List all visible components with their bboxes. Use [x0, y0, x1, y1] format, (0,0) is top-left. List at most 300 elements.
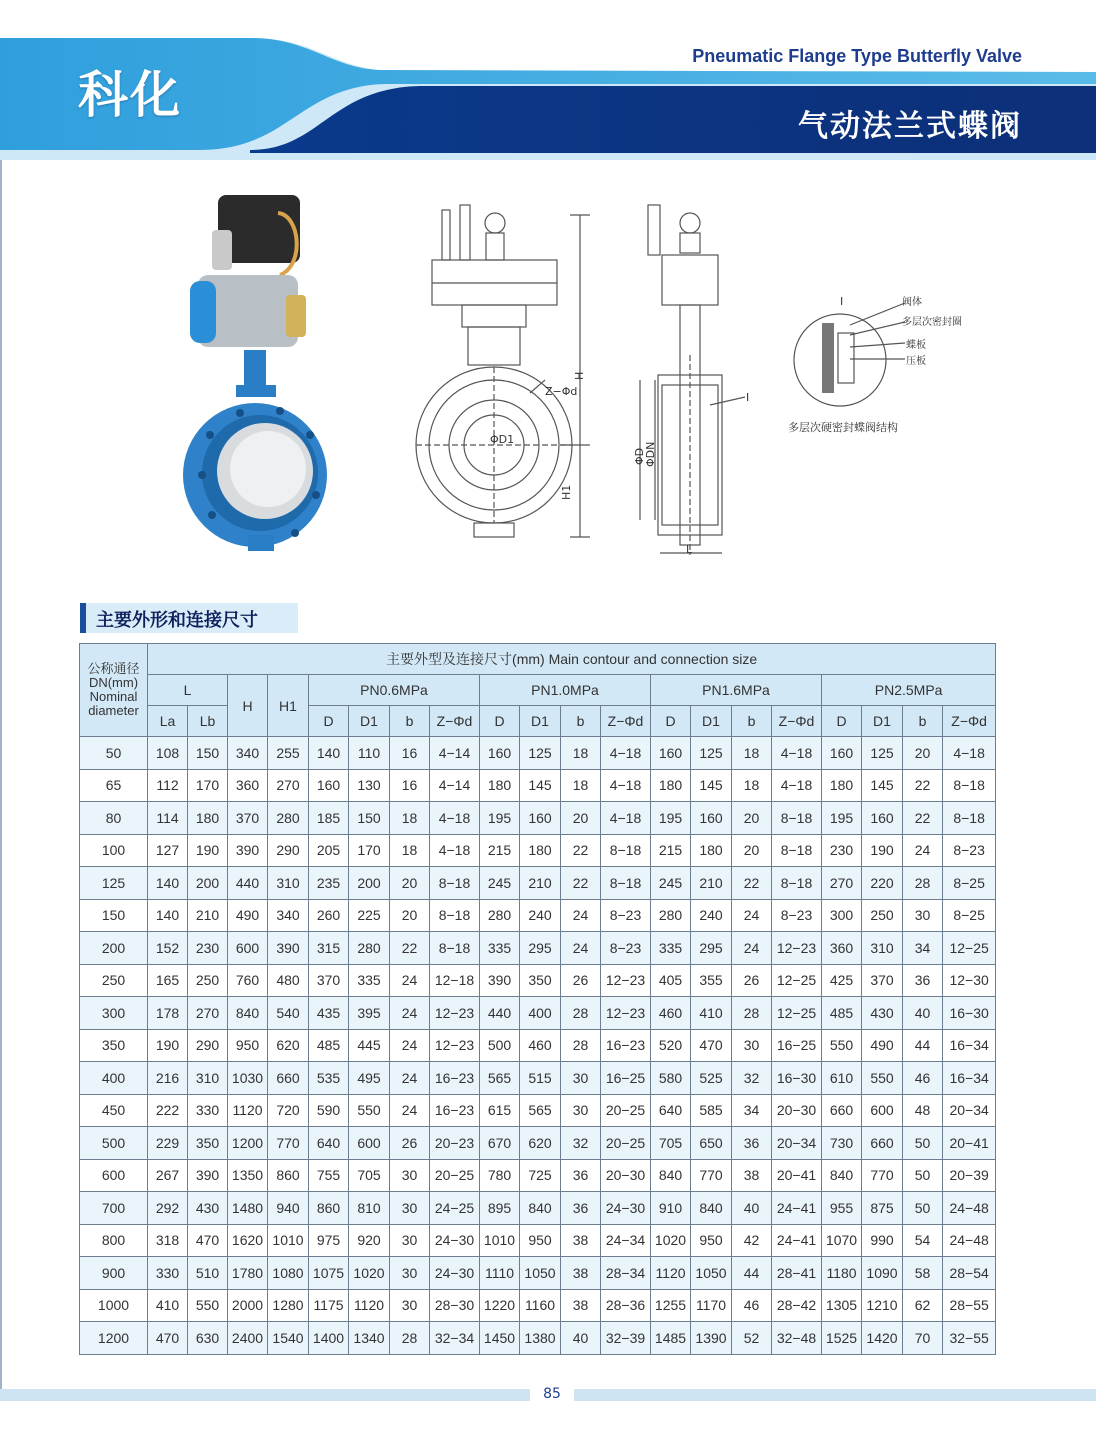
table-cell: 22: [903, 769, 943, 802]
table-cell: 30: [390, 1159, 430, 1192]
cell-dn: 200: [80, 932, 148, 965]
table-row: [80, 1322, 996, 1355]
cell-dn: 125: [80, 867, 148, 900]
table-cell: 24: [903, 834, 943, 867]
table-cell: 20−25: [430, 1159, 480, 1192]
brand-logo-text: 科化: [78, 65, 182, 124]
table-cell: 525: [691, 1062, 732, 1095]
table-cell: 245: [651, 867, 691, 900]
table-cell: 270: [822, 867, 862, 900]
table-cell: 30: [390, 1192, 430, 1225]
table-cell: 28: [732, 997, 772, 1030]
table-row: [80, 1224, 996, 1257]
table-cell: 26: [561, 964, 601, 997]
table-cell: 1480: [228, 1192, 268, 1225]
table-cell: 160: [480, 737, 520, 770]
table-cell: 4−18: [601, 802, 651, 835]
table-cell: 267: [148, 1159, 188, 1192]
footer-line-right: [574, 1389, 1096, 1401]
table-cell: 895: [480, 1192, 520, 1225]
table-cell: 1120: [228, 1094, 268, 1127]
table-cell: 8−25: [943, 867, 996, 900]
table-cell: 145: [691, 769, 732, 802]
table-cell: 42: [732, 1224, 772, 1257]
table-cell: 8−18: [430, 932, 480, 965]
table-cell: 30: [390, 1257, 430, 1290]
table-cell: 20: [390, 867, 430, 900]
table-cell: 34: [903, 932, 943, 965]
table-cell: 240: [691, 899, 732, 932]
table-cell: 1010: [480, 1224, 520, 1257]
table-cell: 310: [188, 1062, 228, 1095]
table-cell: 920: [349, 1224, 390, 1257]
table-cell: 28−36: [601, 1289, 651, 1322]
table-cell: 28: [561, 997, 601, 1030]
table-cell: 250: [188, 964, 228, 997]
table-cell: 24−48: [943, 1224, 996, 1257]
cell-dn: 50: [80, 737, 148, 770]
header-sub-z: Z−Φd: [772, 706, 822, 737]
table-cell: 150: [349, 802, 390, 835]
table-cell: 24: [390, 1062, 430, 1095]
label-part-plate: 压板: [906, 356, 926, 367]
table-cell: 335: [480, 932, 520, 965]
table-cell: 990: [862, 1224, 903, 1257]
table-cell: 20: [390, 899, 430, 932]
table-cell: 8−18: [772, 867, 822, 900]
table-cell: 840: [822, 1159, 862, 1192]
table-cell: 1070: [822, 1224, 862, 1257]
table-cell: 510: [188, 1257, 228, 1290]
header-sub-d1: D1: [520, 706, 561, 737]
table-cell: 620: [268, 1029, 309, 1062]
table-cell: 1525: [822, 1322, 862, 1355]
table-cell: 62: [903, 1289, 943, 1322]
table-cell: 24: [732, 932, 772, 965]
table-cell: 670: [480, 1127, 520, 1160]
table-cell: 40: [903, 997, 943, 1030]
table-cell: 620: [520, 1127, 561, 1160]
header-sub-d1: D1: [691, 706, 732, 737]
table-cell: 50: [903, 1127, 943, 1160]
table-cell: 550: [188, 1289, 228, 1322]
table-cell: 18: [561, 769, 601, 802]
table-cell: 875: [862, 1192, 903, 1225]
cell-dn: 1000: [80, 1289, 148, 1322]
table-cell: 180: [691, 834, 732, 867]
header-h: H: [228, 675, 268, 737]
table-row: [80, 899, 996, 932]
table-cell: 4−14: [430, 769, 480, 802]
header-sub-d1: D1: [862, 706, 903, 737]
label-phi-dn: ΦDN: [644, 441, 657, 467]
table-cell: 660: [822, 1094, 862, 1127]
table-cell: 860: [268, 1159, 309, 1192]
header-pn06: PN0.6MPa: [309, 675, 480, 706]
header-sub-b: b: [390, 706, 430, 737]
table-cell: 8−18: [601, 834, 651, 867]
table-cell: 34: [732, 1094, 772, 1127]
table-cell: 20−23: [430, 1127, 480, 1160]
table-cell: 270: [268, 769, 309, 802]
table-cell: 190: [148, 1029, 188, 1062]
table-cell: 515: [520, 1062, 561, 1095]
table-cell: 430: [188, 1192, 228, 1225]
table-cell: 565: [520, 1094, 561, 1127]
table-cell: 36: [561, 1192, 601, 1225]
table-cell: 16−25: [772, 1029, 822, 1062]
header-pn10: PN1.0MPa: [480, 675, 651, 706]
table-cell: 24−41: [772, 1224, 822, 1257]
table-cell: 725: [520, 1159, 561, 1192]
table-cell: 180: [651, 769, 691, 802]
table-cell: 30: [903, 899, 943, 932]
table-cell: 30: [561, 1062, 601, 1095]
label-phi-d: ΦD: [633, 447, 646, 465]
table-cell: 540: [268, 997, 309, 1030]
header-sub-z: Z−Φd: [601, 706, 651, 737]
table-cell: 840: [520, 1192, 561, 1225]
table-cell: 160: [822, 737, 862, 770]
table-row: [80, 932, 996, 965]
table-cell: 280: [651, 899, 691, 932]
table-cell: 1020: [349, 1257, 390, 1290]
table-cell: 8−18: [772, 834, 822, 867]
table-cell: 340: [228, 737, 268, 770]
table-cell: 235: [309, 867, 349, 900]
header-dn-line3: Nominal: [89, 689, 138, 704]
table-cell: 125: [691, 737, 732, 770]
label-part-body: 阀体: [902, 297, 922, 308]
table-cell: 178: [148, 997, 188, 1030]
label-detail-mark: I: [746, 391, 750, 404]
table-cell: 24: [390, 1029, 430, 1062]
table-cell: 20−25: [601, 1094, 651, 1127]
table-cell: 24: [732, 899, 772, 932]
table-cell: 58: [903, 1257, 943, 1290]
header-dn: [80, 644, 148, 737]
table-cell: 110: [349, 737, 390, 770]
table-cell: 260: [309, 899, 349, 932]
table-cell: 160: [691, 802, 732, 835]
table-cell: 335: [349, 964, 390, 997]
table-cell: 22: [903, 802, 943, 835]
table-cell: 1010: [268, 1224, 309, 1257]
table-cell: 810: [349, 1192, 390, 1225]
valve-photo: [183, 195, 327, 551]
table-cell: 28−30: [430, 1289, 480, 1322]
page-number: 85: [543, 1386, 561, 1402]
table-cell: 770: [268, 1127, 309, 1160]
table-cell: 1280: [268, 1289, 309, 1322]
table-cell: 390: [228, 834, 268, 867]
table-cell: 315: [309, 932, 349, 965]
table-row: [80, 1127, 996, 1160]
table-cell: 4−18: [772, 769, 822, 802]
table-cell: 705: [651, 1127, 691, 1160]
table-cell: 108: [148, 737, 188, 770]
table-row: [80, 834, 996, 867]
table-cell: 38: [732, 1159, 772, 1192]
table-row: [80, 802, 996, 835]
table-cell: 30: [561, 1094, 601, 1127]
table-cell: 1380: [520, 1322, 561, 1355]
table-cell: 222: [148, 1094, 188, 1127]
table-cell: 580: [651, 1062, 691, 1095]
table-cell: 8−18: [430, 867, 480, 900]
cell-dn: 250: [80, 964, 148, 997]
table-cell: 18: [561, 737, 601, 770]
table-cell: 28: [390, 1322, 430, 1355]
header-dn-line1: 公称通径: [87, 661, 140, 676]
table-cell: 435: [309, 997, 349, 1030]
cell-dn: 300: [80, 997, 148, 1030]
table-cell: 160: [651, 737, 691, 770]
table-cell: 145: [520, 769, 561, 802]
table-cell: 20−30: [601, 1159, 651, 1192]
table-cell: 280: [480, 899, 520, 932]
table-cell: 4−18: [601, 769, 651, 802]
footer-line-left: [0, 1389, 530, 1401]
section-title: [80, 603, 298, 633]
table-cell: 1080: [268, 1257, 309, 1290]
table-row: [80, 867, 996, 900]
header-sub-d: D: [822, 706, 862, 737]
table-cell: 32: [561, 1127, 601, 1160]
table-cell: 36: [903, 964, 943, 997]
table-cell: 24−48: [943, 1192, 996, 1225]
table-cell: 390: [268, 932, 309, 965]
table-cell: 955: [822, 1192, 862, 1225]
table-cell: 300: [822, 899, 862, 932]
cell-dn: 150: [80, 899, 148, 932]
table-cell: 1340: [349, 1322, 390, 1355]
table-cell: 200: [188, 867, 228, 900]
cell-dn: 700: [80, 1192, 148, 1225]
table-cell: 40: [732, 1192, 772, 1225]
table-cell: 16−25: [601, 1062, 651, 1095]
table-cell: 180: [188, 802, 228, 835]
table-cell: 8−23: [772, 899, 822, 932]
table-cell: 1210: [862, 1289, 903, 1322]
table-cell: 12−23: [601, 997, 651, 1030]
table-cell: 210: [520, 867, 561, 900]
table-cell: 4−18: [430, 834, 480, 867]
table-cell: 1255: [651, 1289, 691, 1322]
table-cell: 44: [903, 1029, 943, 1062]
table-cell: 190: [862, 834, 903, 867]
table-cell: 360: [822, 932, 862, 965]
table-cell: 280: [268, 802, 309, 835]
table-cell: 24−30: [430, 1224, 480, 1257]
table-cell: 12−25: [772, 964, 822, 997]
table-cell: 8−18: [772, 802, 822, 835]
table-cell: 2400: [228, 1322, 268, 1355]
cell-dn: 450: [80, 1094, 148, 1127]
table-cell: 18: [390, 802, 430, 835]
table-cell: 395: [349, 997, 390, 1030]
table-cell: 840: [228, 997, 268, 1030]
table-cell: 390: [188, 1159, 228, 1192]
title-chinese: 气动法兰式蝶阀: [798, 109, 1022, 144]
table-cell: 195: [480, 802, 520, 835]
cell-dn: 400: [80, 1062, 148, 1095]
table-row: [80, 1029, 996, 1062]
table-cell: 18: [390, 834, 430, 867]
table-cell: 720: [268, 1094, 309, 1127]
table-cell: 16: [390, 737, 430, 770]
table-cell: 46: [903, 1062, 943, 1095]
table-cell: 8−18: [601, 867, 651, 900]
table-cell: 20−34: [772, 1127, 822, 1160]
table-cell: 1120: [349, 1289, 390, 1322]
table-cell: 565: [480, 1062, 520, 1095]
table-cell: 975: [309, 1224, 349, 1257]
table-cell: 1090: [862, 1257, 903, 1290]
table-cell: 200: [349, 867, 390, 900]
table-cell: 130: [349, 769, 390, 802]
page-left-border: [0, 160, 2, 1390]
table-cell: 760: [228, 964, 268, 997]
table-cell: 30: [390, 1224, 430, 1257]
table-cell: 22: [390, 932, 430, 965]
table-cell: 22: [561, 867, 601, 900]
header-dn-line4: diameter: [88, 703, 139, 718]
header-sub-b: b: [732, 706, 772, 737]
table-cell: 36: [732, 1127, 772, 1160]
table-cell: 160: [862, 802, 903, 835]
table-cell: 360: [228, 769, 268, 802]
table-cell: 112: [148, 769, 188, 802]
cell-dn: 500: [80, 1127, 148, 1160]
title-english: Pneumatic Flange Type Butterfly Valve: [692, 46, 1022, 66]
table-cell: 16−23: [430, 1094, 480, 1127]
table-cell: 500: [480, 1029, 520, 1062]
table-cell: 1540: [268, 1322, 309, 1355]
table-cell: 20: [561, 802, 601, 835]
table-cell: 290: [268, 834, 309, 867]
table-cell: 330: [188, 1094, 228, 1127]
dimension-table: [79, 643, 996, 1355]
table-cell: 1175: [309, 1289, 349, 1322]
table-cell: 8−23: [943, 834, 996, 867]
table-cell: 1350: [228, 1159, 268, 1192]
table-cell: 28: [903, 867, 943, 900]
table-cell: 630: [188, 1322, 228, 1355]
table-cell: 1200: [228, 1127, 268, 1160]
table-cell: 770: [691, 1159, 732, 1192]
table-row: [80, 1062, 996, 1095]
table-cell: 145: [862, 769, 903, 802]
table-cell: 550: [349, 1094, 390, 1127]
table-cell: 38: [561, 1224, 601, 1257]
page-header: [0, 0, 1096, 160]
table-cell: 20−30: [772, 1094, 822, 1127]
table-cell: 425: [822, 964, 862, 997]
table-cell: 32−39: [601, 1322, 651, 1355]
cell-dn: 80: [80, 802, 148, 835]
table-cell: 127: [148, 834, 188, 867]
table-cell: 340: [268, 899, 309, 932]
table-cell: 1450: [480, 1322, 520, 1355]
table-cell: 440: [228, 867, 268, 900]
table-cell: 114: [148, 802, 188, 835]
table-cell: 615: [480, 1094, 520, 1127]
header-l: L: [148, 675, 228, 706]
table-cell: 590: [309, 1094, 349, 1127]
table-cell: 46: [732, 1289, 772, 1322]
table-cell: 20−25: [601, 1127, 651, 1160]
header-sub-z: Z−Φd: [943, 706, 996, 737]
table-cell: 152: [148, 932, 188, 965]
table-cell: 1620: [228, 1224, 268, 1257]
table-cell: 730: [822, 1127, 862, 1160]
table-cell: 185: [309, 802, 349, 835]
table-row: [80, 997, 996, 1030]
label-part-seal: 多层次密封圈: [902, 317, 962, 328]
table-cell: 390: [480, 964, 520, 997]
table-cell: 26: [732, 964, 772, 997]
table-cell: 170: [349, 834, 390, 867]
table-cell: 215: [480, 834, 520, 867]
table-cell: 70: [903, 1322, 943, 1355]
table-cell: 1075: [309, 1257, 349, 1290]
table-cell: 370: [228, 802, 268, 835]
table-cell: 650: [691, 1127, 732, 1160]
table-cell: 16−23: [430, 1062, 480, 1095]
table-cell: 250: [862, 899, 903, 932]
table-cell: 470: [188, 1224, 228, 1257]
table-cell: 520: [651, 1029, 691, 1062]
table-cell: 290: [188, 1029, 228, 1062]
table-cell: 12−25: [772, 997, 822, 1030]
table-cell: 430: [862, 997, 903, 1030]
table-cell: 1160: [520, 1289, 561, 1322]
header-lb: Lb: [188, 706, 228, 737]
table-cell: 410: [691, 997, 732, 1030]
table-cell: 50: [903, 1192, 943, 1225]
table-cell: 12−23: [430, 1029, 480, 1062]
table-row: [80, 964, 996, 997]
label-z-phi-d: Z−Φd: [545, 385, 578, 398]
table-cell: 8−23: [601, 899, 651, 932]
table-cell: 140: [309, 737, 349, 770]
cell-dn: 350: [80, 1029, 148, 1062]
table-cell: 24: [390, 1094, 430, 1127]
table-cell: 445: [349, 1029, 390, 1062]
table-cell: 28: [561, 1029, 601, 1062]
table-cell: 8−25: [943, 899, 996, 932]
table-cell: 18: [732, 737, 772, 770]
table-cell: 295: [520, 932, 561, 965]
table-cell: 30: [390, 1289, 430, 1322]
header-h1: H1: [268, 675, 309, 737]
table-cell: 220: [862, 867, 903, 900]
table-cell: 240: [520, 899, 561, 932]
table-cell: 950: [520, 1224, 561, 1257]
header-dn-line2: DN(mm): [88, 675, 139, 690]
table-cell: 400: [520, 997, 561, 1030]
table-cell: 140: [148, 867, 188, 900]
table-row: [80, 737, 996, 770]
table-cell: 12−25: [943, 932, 996, 965]
table-cell: 205: [309, 834, 349, 867]
table-row: [80, 1289, 996, 1322]
table-cell: 1390: [691, 1322, 732, 1355]
table-cell: 28−34: [601, 1257, 651, 1290]
table-cell: 550: [822, 1029, 862, 1062]
table-cell: 318: [148, 1224, 188, 1257]
